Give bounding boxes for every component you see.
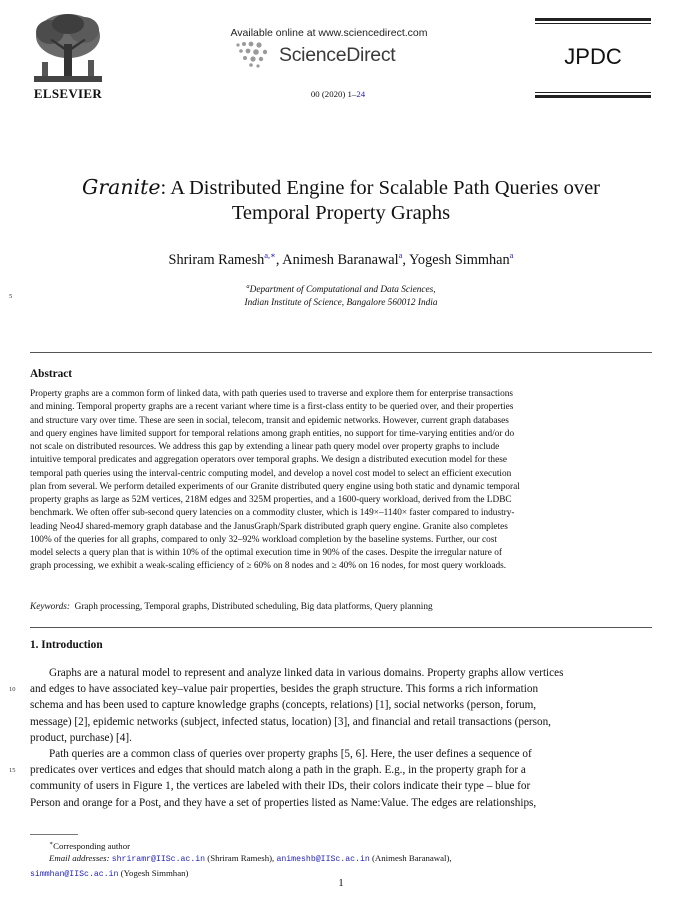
intro-body: [30, 665, 652, 811]
author-2: Animesh Baranawal: [282, 251, 399, 268]
author-sep: ,: [402, 251, 410, 268]
abstract-line: property graphs as large as 52M vertices, 218M edges and 325M properties, and a 1600-query workload, derived from the LDBC: [30, 495, 512, 505]
elsevier-logo: [28, 10, 108, 100]
author-2-affil[interactable]: a: [398, 250, 403, 260]
available-online-text[interactable]: Available online at www.sciencedirect.com: [230, 27, 428, 39]
intro-line: schema and has been used to capture knowledge graphs (concepts, relations) [1], social networks (person, forum,: [30, 699, 537, 712]
paper-title: [30, 175, 652, 226]
affiliation-line-2: Indian Institute of Science, Bangalore 560012 India: [244, 297, 438, 308]
abstract-line: and mining. Temporal property graphs are a recent variant where time is a first-class entity to be queried over, and their properties: [30, 402, 514, 413]
last-page-link[interactable]: 24: [356, 89, 366, 99]
affiliation: [30, 281, 652, 309]
abstract-line: Property graphs are a common form of linked data, with path queries used to traverse and explore them for enterprise transactions: [30, 389, 514, 399]
intro-line: message) [2], epidemic networks (subject, infected status, location) [3], and financial and retail transactions (person,: [30, 715, 551, 728]
keywords-text: Graph processing, Temporal graphs, Distributed scheduling, Big data platforms, Query planning: [74, 602, 433, 612]
intro-line: and edges to have associated key–value pair properties, besides the graph structure. This forms a rich information: [30, 683, 539, 696]
abstract-body: [30, 388, 652, 574]
abstract-heading: Abstract: [30, 368, 73, 380]
elsevier-tree-icon: [28, 10, 108, 88]
abstract-line: model selects a query plan that is within 10% of the optimal execution time in 90% of the cases. Despite the irregular nature of: [30, 548, 502, 558]
email-owner: (Shriram Ramesh),: [207, 853, 275, 864]
abstract-line: intuitive temporal predicates and aggregation operators over temporal graphs. We design a distributed execution model for these: [30, 455, 507, 466]
intro-line: Person and orange for a Post, and they have a set of properties listed as Name:Value. The edges are relationships,: [30, 796, 537, 809]
title-line-1-rest: : A Distributed Engine for Scalable Path Queries over: [160, 177, 601, 199]
author-sep: ,: [275, 251, 283, 268]
footnote: [30, 838, 652, 881]
abstract-line: benchmark. We often offer sub-second query latencies on a commodity cluster, which is 149×–1140× faster compared to industry-: [30, 508, 515, 519]
sciencedirect-wordmark: ScienceDirect: [279, 44, 396, 66]
footnote-corresponding: [30, 838, 652, 852]
intro-line: product, purchase) [4].: [30, 731, 132, 744]
email-owner: (Animesh Baranawal),: [372, 853, 452, 864]
footnote-emails: [30, 852, 652, 867]
journal-rule-bottom: [535, 95, 651, 98]
affiliation-line-1: [30, 281, 652, 297]
intro-line: predicates over vertices and edges that should match along a path in the graph. E.g., in the property graph for a: [30, 764, 526, 777]
email-link[interactable]: animeshb@IISc.ac.in: [276, 855, 370, 865]
abstract-line: leading Neo4J shared-memory graph database and the JanusGraph/Spark distributed graph query engine. Granite also completes: [30, 521, 508, 532]
footnote-corresponding-text: Corresponding author: [53, 840, 131, 851]
abstract-line: and structure vary over time. These are seen in social, telecom, transit and epidemic networks. However, current graph databases: [30, 415, 509, 426]
intro-line: community of users in Figure 1, the vertices are labeled with their IDs, their colors indicate their type – blue for: [30, 780, 531, 793]
footnote-star: ∗: [49, 841, 54, 847]
abstract-line: and query engines have limited support for temporal relations among graph entities, no support for time-varying entities and/or do: [30, 428, 515, 439]
page-number: 1: [338, 877, 344, 889]
journal-rule-top-thin: [535, 23, 651, 24]
author-1-affil[interactable]: a,∗: [264, 250, 276, 260]
journal-rule-bottom-thin: [535, 92, 651, 93]
abstract-rule-top: [30, 352, 652, 353]
journal-abbrev: JPDC: [564, 44, 622, 69]
email-link[interactable]: simmhan@IISc.ac.in: [30, 869, 119, 879]
title-system-name: Granite: [81, 175, 161, 199]
author-3-affil[interactable]: a: [509, 250, 514, 260]
keywords: [30, 602, 652, 612]
footnote-rule: [30, 834, 78, 835]
title-line-1: [30, 175, 652, 201]
abstract-line: graph processing, we exhibit a weak-scaling efficiency of ≥ 60% on 8 nodes and ≥ 40% on 16 nodes, for most query workloads.: [30, 561, 507, 572]
intro-heading: 1. Introduction: [30, 639, 103, 651]
author-1: Shriram Ramesh: [168, 251, 265, 268]
line-number: 5: [9, 293, 13, 300]
keywords-label: Keywords:: [30, 602, 70, 612]
email-label: Email addresses:: [49, 853, 110, 864]
abstract-line: 100% of the queries for all graphs, compared to only 32–92% workload completion by the baseline systems. Further, our cost: [30, 534, 497, 545]
journal-ref-text: 00 (2020) 1–: [310, 89, 357, 99]
abstract-line: temporal path queries using the interval-centric computing model, and develop a novel cost model to select an efficient execution: [30, 468, 512, 479]
author-3: Yogesh Simmhan: [409, 251, 510, 268]
affiliation-dept: Department of Computational and Data Sciences,: [249, 285, 436, 296]
journal-rule-top: [535, 18, 651, 21]
journal-reference: [250, 89, 426, 99]
abstract-line: not scale on distributed resources. We address this gap by extending a linear path query model over property graphs to include: [30, 442, 500, 452]
affiliation-sup: a: [246, 283, 250, 290]
author-list: [30, 250, 652, 269]
sciencedirect-dots-icon: [232, 41, 276, 69]
sciencedirect-logo[interactable]: [232, 41, 422, 71]
abstract-line: plan from several. We perform detailed experiments of our Granite distributed query engine using both static and dynamic temporal: [30, 481, 520, 492]
line-number: 15: [9, 767, 16, 774]
line-number: 10: [9, 686, 16, 693]
intro-line: Graphs are a natural model to represent and analyze linked data in various domains. Property graphs allow vertices: [49, 667, 564, 679]
abstract-rule-bottom: [30, 627, 652, 628]
email-link[interactable]: shriramr@IISc.ac.in: [111, 855, 206, 865]
intro-line: Path queries are a common class of queries over property graphs [5, 6]. Here, the user defines a sequence of: [49, 748, 532, 761]
title-line-2: Temporal Property Graphs: [231, 202, 451, 224]
email-owner: (Yogesh Simmhan): [120, 867, 189, 878]
publisher-name: ELSEVIER: [33, 86, 103, 101]
